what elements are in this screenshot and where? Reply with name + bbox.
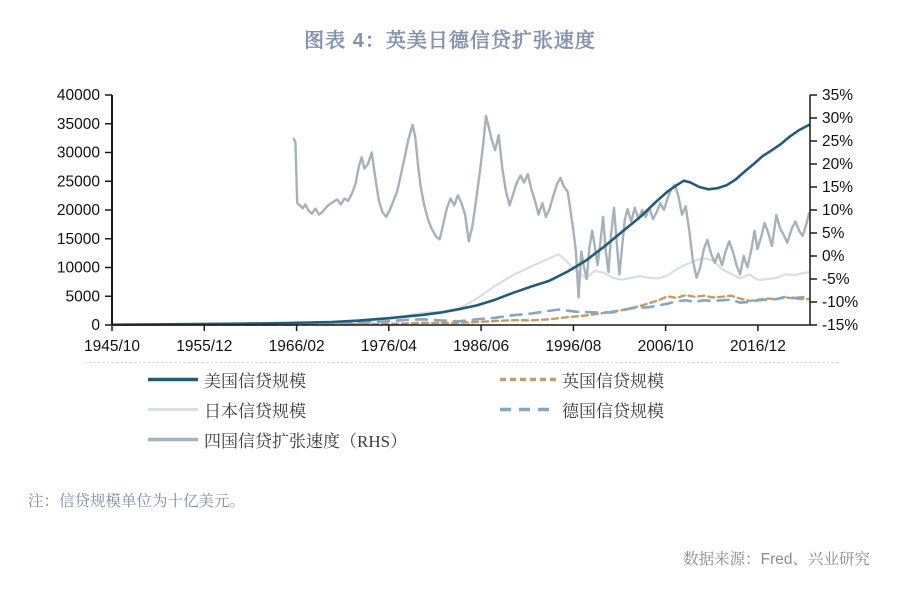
legend-label-germany-credit: 德国信贷规模: [562, 401, 664, 421]
four-country-expansion-rhs-line: [294, 116, 810, 298]
y-right-tick-label: 25%: [822, 133, 854, 150]
y-left-tick-label: 25000: [56, 173, 100, 191]
us-credit-line-swatch: [148, 375, 198, 384]
x-axis-tick-label: 1955/12: [176, 338, 233, 355]
legend-item-four-country-expansion: [148, 424, 407, 454]
japan-credit-line-swatch: [148, 405, 198, 414]
legend-item-germany-credit: [500, 394, 664, 424]
legend-item-uk-credit: [500, 364, 664, 394]
legend-label-japan-credit: 日本信贷规模: [204, 401, 306, 421]
legend-label-uk-credit: 英国信贷规模: [562, 371, 664, 391]
y-left-tick-label: 5000: [65, 288, 100, 306]
y-left-tick-label: 35000: [56, 115, 100, 133]
y-right-tick-label: -15%: [822, 317, 859, 334]
y-right-tick-label: 15%: [822, 179, 854, 196]
y-right-tick-label: 0%: [822, 248, 845, 265]
x-axis-tick-label: 2006/10: [637, 338, 694, 355]
x-axis-tick-label: 1976/04: [360, 338, 417, 355]
y-left-tick-label: 0: [91, 317, 100, 334]
y-right-tick-label: -10%: [822, 294, 859, 311]
legend-label-us-credit: 美国信贷规模: [204, 371, 306, 391]
y-right-tick-label: 20%: [822, 156, 854, 173]
y-left-tick-label: 30000: [56, 144, 100, 162]
legend-item-japan-credit: [148, 394, 407, 424]
y-right-tick-label: 35%: [822, 87, 854, 104]
chart-title: 图表 4：英美日德信贷扩张速度: [304, 30, 596, 52]
x-axis-tick-label: 1996/08: [545, 338, 602, 355]
germany-credit-line: [112, 297, 809, 326]
chart-footnote: 注：信贷规模单位为十亿美元。: [28, 493, 246, 510]
y-left-tick-label: 10000: [56, 259, 100, 277]
japan-credit-line: [112, 254, 809, 325]
x-axis-tick-label: 1966/02: [268, 338, 325, 355]
x-axis-tick-label: 1945/10: [83, 338, 141, 355]
y-right-tick-label: 5%: [822, 225, 845, 242]
y-left-tick-label: 40000: [56, 87, 100, 104]
data-source-text: 数据来源：Fred、兴业研究: [683, 551, 870, 568]
uk-credit-line-swatch: [500, 375, 556, 384]
x-axis-tick-label: 1986/06: [453, 338, 510, 355]
legend-column-1: [148, 364, 407, 454]
legend-column-2: [500, 364, 664, 424]
y-left-tick-label: 15000: [56, 230, 100, 248]
four-country-expansion-line-swatch: [148, 435, 198, 444]
y-right-tick-label: 10%: [822, 202, 854, 219]
germany-credit-line-swatch: [500, 405, 556, 414]
legend-item-us-credit: [148, 364, 407, 394]
y-left-tick-label: 20000: [56, 202, 100, 219]
x-axis-tick-label: 2016/12: [729, 338, 786, 355]
y-right-tick-label: 30%: [822, 110, 854, 127]
legend-label-four-country-expansion: 四国信贷扩张速度（RHS）: [204, 431, 408, 451]
y-right-tick-label: -5%: [822, 271, 850, 288]
